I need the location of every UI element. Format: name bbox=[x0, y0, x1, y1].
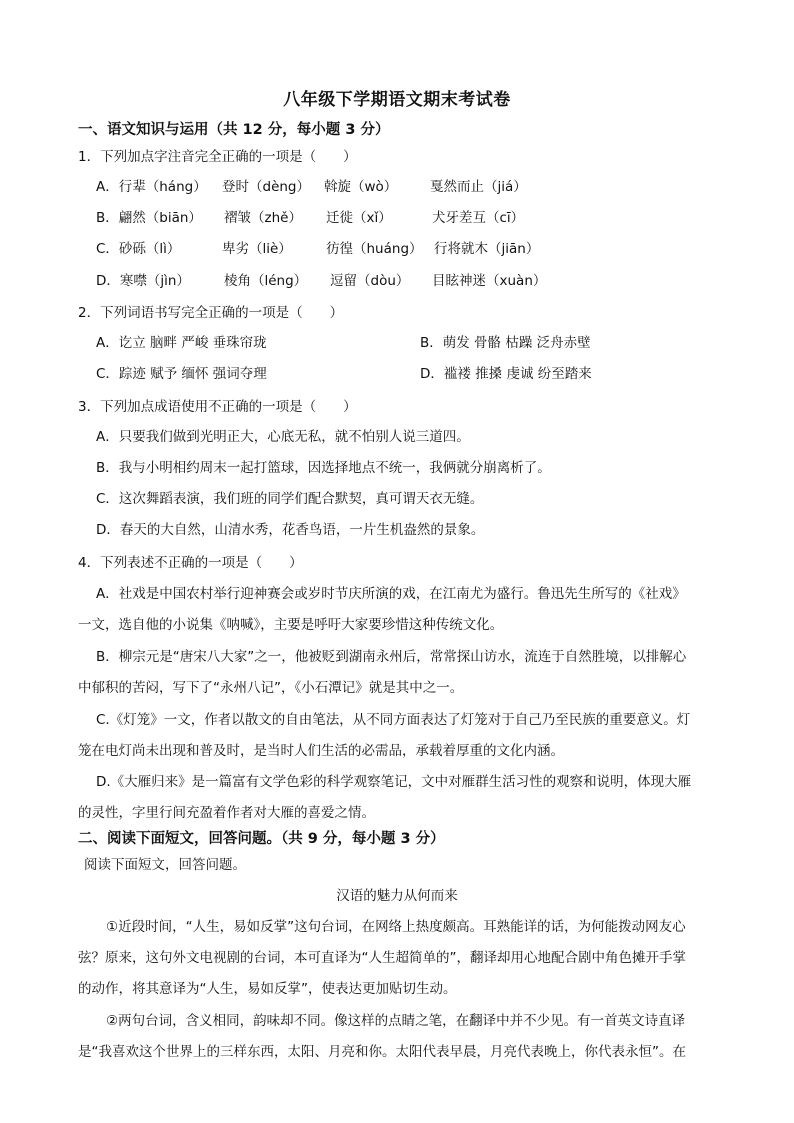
q1-c-1: C．砂砾（lì） bbox=[96, 241, 181, 257]
q3-option-b: B．我与小明相约周末一起打篮球，因选择地点不统一，我俩就分崩离析了。 bbox=[96, 460, 551, 476]
article-p1-line2: 弦？原来，这句外文电视剧的台词，本可直译为“人生超简单的”，翻译却用心地配合剧中角色摊开手掌 bbox=[78, 950, 686, 966]
q4-option-d-line1: D.《大雁归来》是一篇富有文学色彩的科学观察笔记，文中对雁群生活习性的观察和说明，体现大雁 bbox=[96, 774, 692, 790]
q1-b-3: 迁徙（xǐ） bbox=[326, 210, 392, 226]
q2-option-d: D．褴褛 推搡 虔诚 纷至踏来 bbox=[420, 366, 592, 382]
q4-option-b-line1: B．柳宗元是“唐宋八大家”之一，他被贬到湖南永州后，常常探山访水，流连于自然胜境，以排解心 bbox=[96, 649, 687, 665]
q1-a-3: 斡旋（wò） bbox=[324, 179, 398, 195]
q4-option-c-line1: C.《灯笼》一文，作者以散文的自由笔法，从不同方面表达了灯笼对于自己乃至民族的重要意义。灯 bbox=[96, 712, 691, 728]
q4-option-b-line2: 中郁积的苦闷，写下了“永州八记”，《小石潭记》就是其中之一。 bbox=[78, 680, 464, 696]
q1-a-2: 登时（dèng） bbox=[222, 179, 311, 195]
q1-option-row-c bbox=[96, 237, 736, 257]
q3-option-c: C．这次舞蹈表演，我们班的同学们配合默契，真可谓天衣无缝。 bbox=[96, 491, 484, 507]
q1-d-1: D．寒噤（jìn） bbox=[96, 273, 190, 289]
question-1-stem: 1．下列加点字注音完全正确的一项是（ ） bbox=[78, 149, 357, 165]
q1-d-4: 目眩神迷（xuàn） bbox=[432, 273, 547, 289]
section2-heading: 二、阅读下面短文，回答问题。（共 9 分，每小题 3 分） bbox=[78, 831, 445, 847]
question-3-stem: 3．下列加点成语使用不正确的一项是（ ） bbox=[78, 399, 357, 415]
question-4-stem: 4．下列表述不正确的一项是（ ） bbox=[78, 555, 303, 571]
q1-option-row-b bbox=[96, 206, 736, 226]
q2-option-c: C．踪迹 赋予 缅怀 强词夺理 bbox=[96, 366, 267, 382]
q2-option-a: A．讫立 脑畔 严峻 垂珠帘珑 bbox=[96, 335, 267, 351]
article-p2-line2: 是“我喜欢这个世界上的三样东西，太阳、月亮和你。太阳代表早晨，月亮代表晚上，你代表永恒”。在 bbox=[78, 1044, 686, 1060]
question-2-stem: 2．下列词语书写完全正确的一项是（ ） bbox=[78, 305, 344, 321]
q1-b-4: 犬牙差互（cī） bbox=[432, 210, 525, 226]
q1-b-1: B．翩然（biān） bbox=[96, 210, 202, 226]
q1-d-3: 逗留（dòu） bbox=[330, 273, 410, 289]
q2-option-b: B．萌发 骨骼 枯躁 泛舟赤壁 bbox=[420, 335, 591, 351]
q4-option-a-line1: A．社戏是中国农村举行迎神赛会或岁时节庆所演的戏，在江南尤为盛行。鲁迅先生所写的《社戏》 bbox=[96, 586, 686, 602]
q1-d-2: 棱角（léng） bbox=[224, 273, 308, 289]
q1-a-4: 戛然而止（jiá） bbox=[430, 179, 527, 195]
q1-c-3: 彷徨（huáng） bbox=[326, 241, 423, 257]
q1-c-2: 卑劣（liè） bbox=[222, 241, 292, 257]
article-p2-line1: ②两句台词，含义相同，韵味却不同。像这样的点睛之笔，在翻译中并不少见。有一首英文诗直译 bbox=[106, 1013, 686, 1029]
q1-option-row-a bbox=[96, 175, 736, 195]
q4-option-c-line2: 笼在电灯尚未出现和普及时，是当时人们生活的必需品，承载着厚重的文化内涵。 bbox=[78, 743, 564, 759]
q1-a-1: A．行辈（háng） bbox=[96, 179, 207, 195]
section1-heading: 一、语文知识与运用（共 12 分，每小题 3 分） bbox=[78, 122, 390, 138]
page-title: 八年级下学期语文期末考试卷 bbox=[283, 90, 511, 110]
q3-option-d: D．春天的大自然，山清水秀，花香鸟语，一片生机盎然的景象。 bbox=[96, 522, 485, 538]
q1-b-2: 褶皱（zhě） bbox=[224, 210, 302, 226]
q4-option-a-line2: 一文，选自他的小说集《呐喊》，主要是呼吁大家要珍惜这种传统文化。 bbox=[78, 617, 504, 633]
q4-option-d-line2: 的灵性，字里行间充盈着作者对大雁的喜爱之情。 bbox=[78, 805, 375, 821]
q3-option-a: A．只要我们做到光明正大，心底无私，就不怕别人说三道四。 bbox=[96, 429, 470, 445]
article-p1-line1: ①近段时间，“人生，易如反掌”这句台词，在网络上热度颇高。耳熟能详的话，为何能拨动网友心 bbox=[106, 919, 686, 935]
article-title: 汉语的魅力从何而来 bbox=[336, 888, 458, 904]
q1-c-4: 行将就木（jiān） bbox=[434, 241, 540, 257]
article-p1-line3: 的动作，将其意译为“人生，易如反掌”，使表达更加贴切生动。 bbox=[78, 981, 457, 997]
section2-intro: 阅读下面短文，回答问题。 bbox=[84, 857, 246, 873]
q1-option-row-d bbox=[96, 269, 736, 289]
